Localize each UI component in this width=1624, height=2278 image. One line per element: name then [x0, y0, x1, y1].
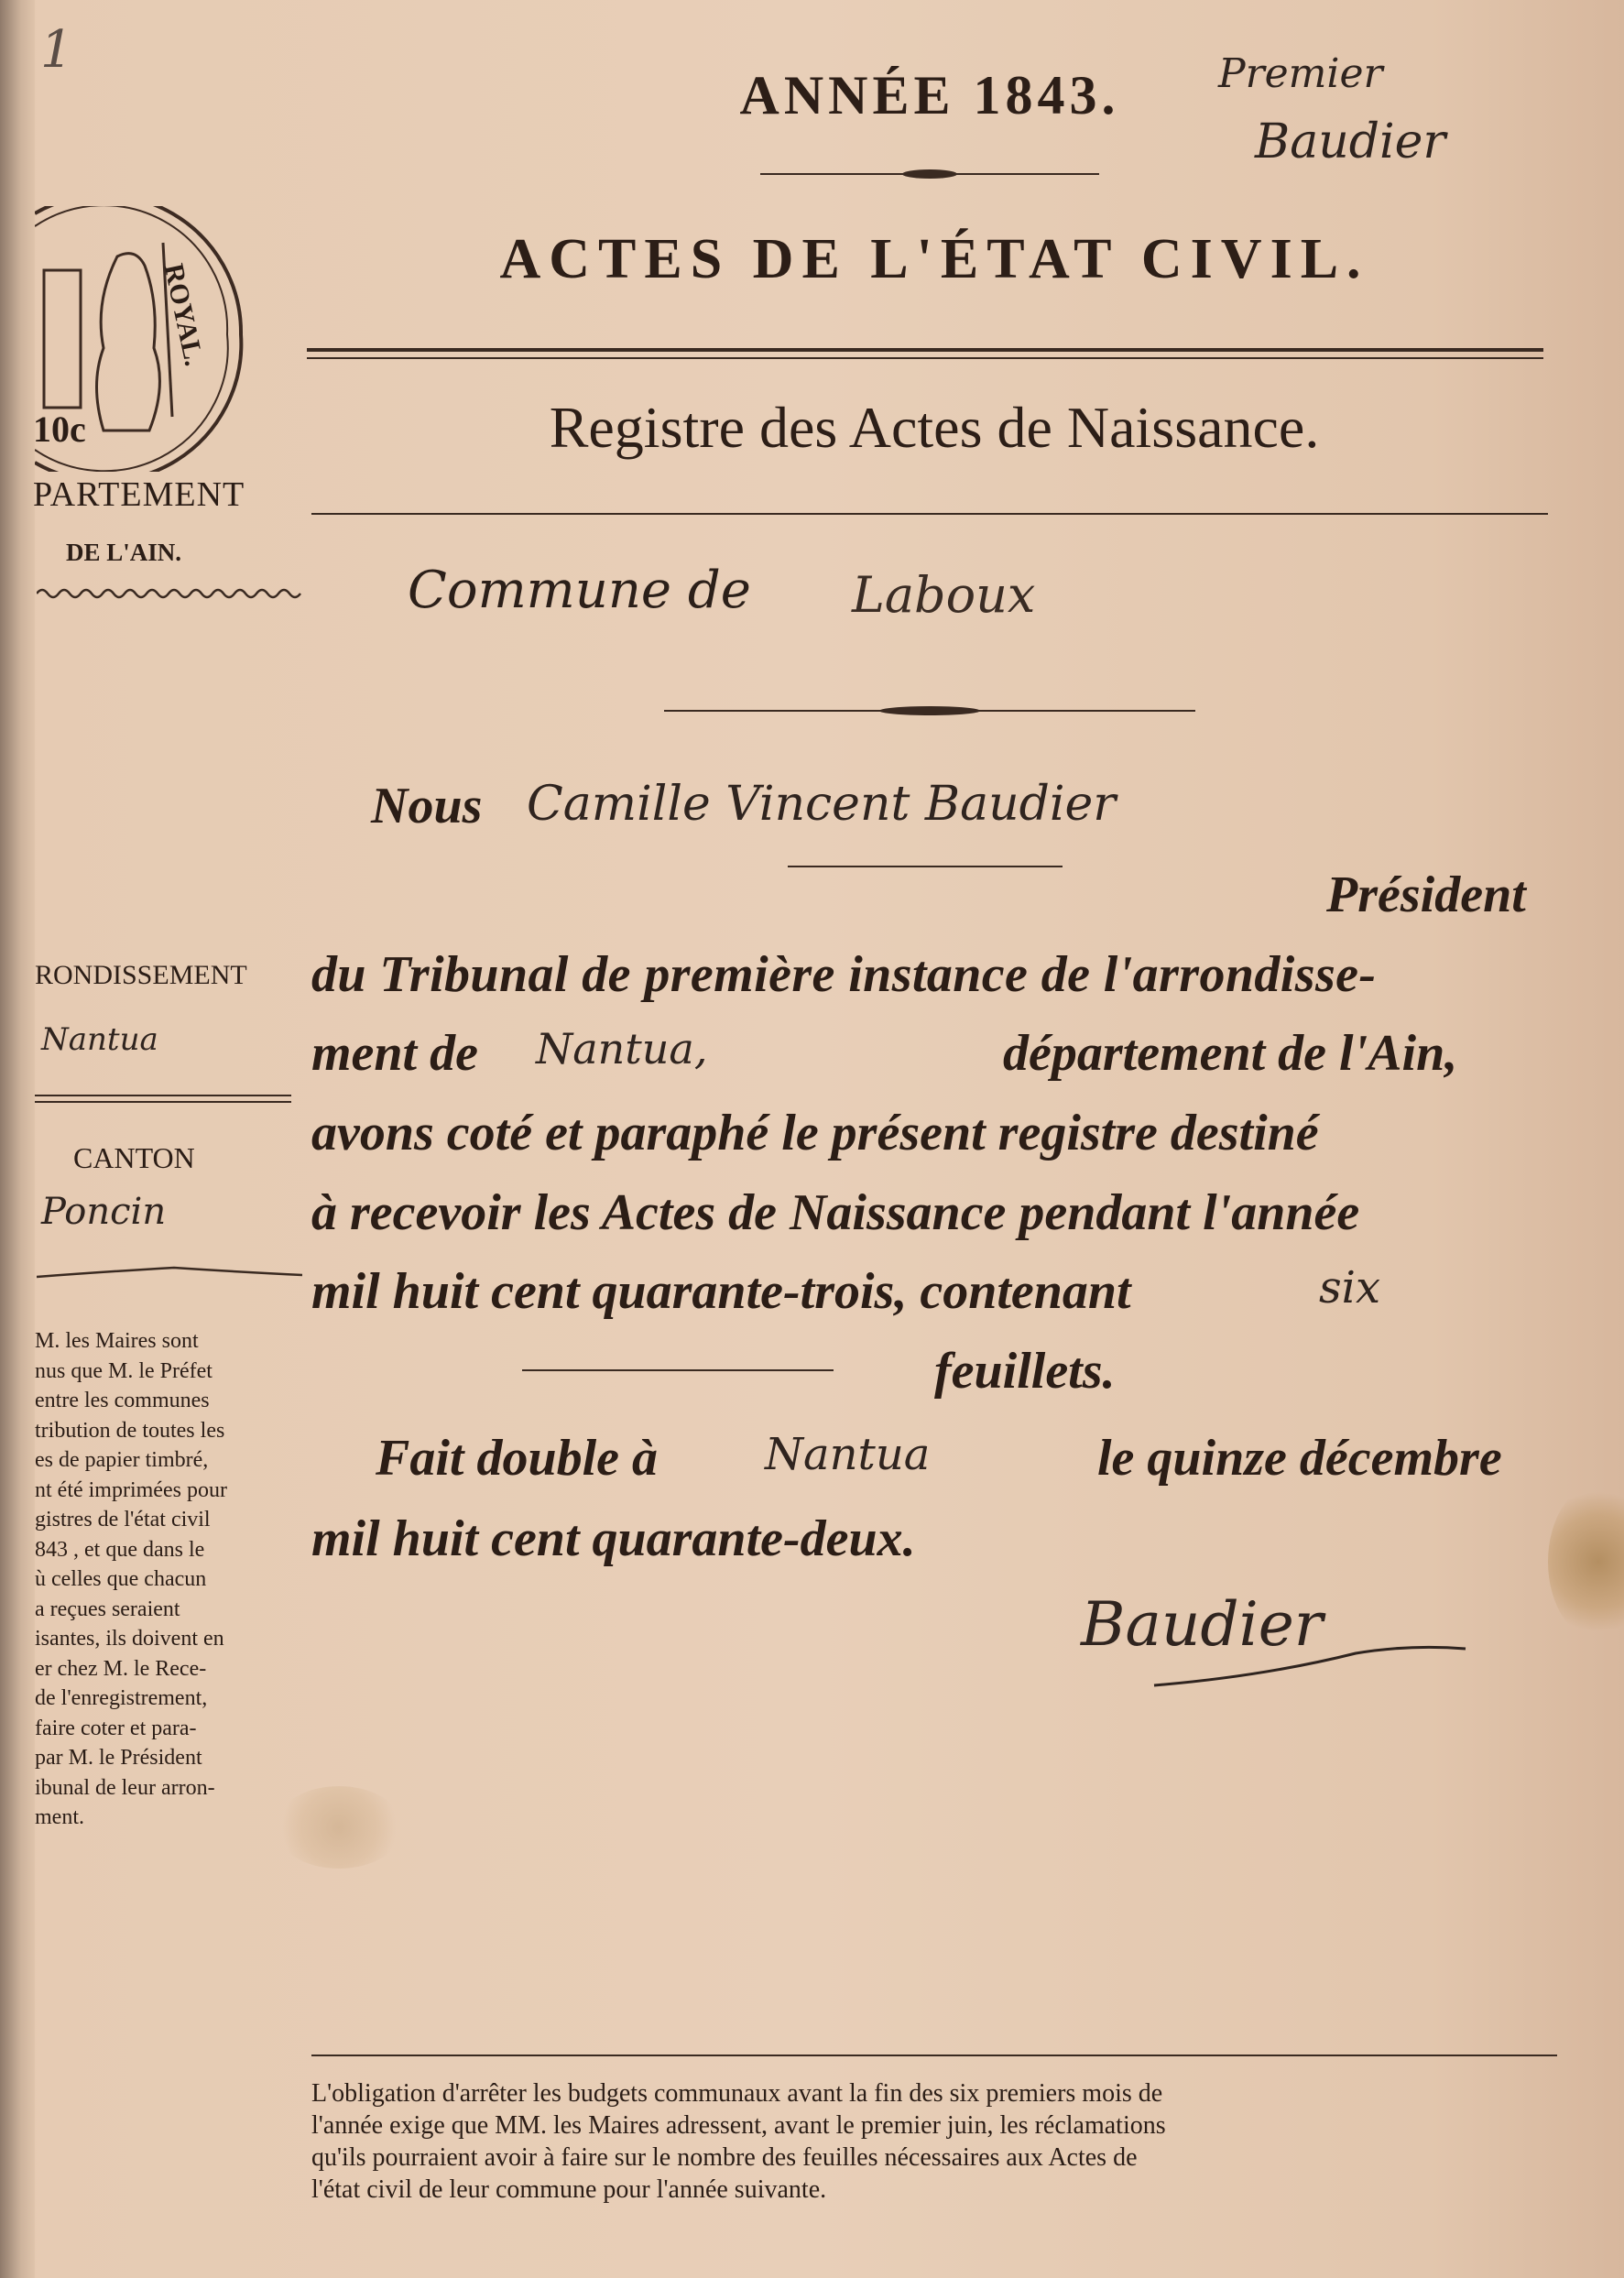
left-note-line: faire coter et para- — [35, 1716, 197, 1740]
double-rule-left — [35, 1095, 291, 1103]
signature-flourish — [1145, 1640, 1475, 1698]
body-line-2-end: département de l'Ain, — [1003, 1025, 1458, 1082]
swash-rule-left — [37, 1264, 302, 1286]
body-line-3: avons coté et paraphé le présent registre destiné — [311, 1105, 1319, 1161]
left-note-line: a reçues seraient — [35, 1597, 180, 1621]
wavy-rule-1 — [37, 586, 302, 604]
corner-note-line-1: Premier — [1218, 50, 1383, 97]
arrondissement-value: Nantua — [41, 1021, 158, 1058]
canton-value: Poncin — [41, 1191, 167, 1233]
left-note-line: nt été imprimées pour — [35, 1477, 227, 1502]
leaf-count: six — [1319, 1262, 1381, 1313]
footnote-line: l'année exige que MM. les Maires adressent, avant le premier juin, les réclamations — [311, 2111, 1166, 2140]
left-note-line: ibunal de leur arron- — [35, 1775, 215, 1800]
seal-value: 10c — [33, 409, 86, 450]
paper-stain — [275, 1786, 403, 1869]
body-line-5: mil huit cent quarante-trois, contenant — [311, 1263, 1131, 1320]
left-note-line: er chez M. le Rece- — [35, 1656, 207, 1681]
left-note-line: de l'enregistrement, — [35, 1686, 208, 1710]
register-title: Registre des Actes de Naissance. — [549, 395, 1320, 460]
footnote-line: qu'ils pourraient avoir à faire sur le nombre des feuilles nécessaires aux Actes de — [311, 2143, 1138, 2172]
margin-mark: 1 — [40, 20, 73, 80]
footnote-line: L'obligation d'arrêter les budgets communaux avant la fin des six premiers mois de — [311, 2079, 1163, 2108]
year-heading: ANNÉE 1843. — [739, 65, 1120, 125]
fait-label: Fait double à — [376, 1430, 659, 1487]
footnote — [311, 2077, 1557, 2206]
arrondissement-handwritten: Nantua, — [536, 1024, 708, 1074]
seal-text: ROYAL. — [158, 261, 210, 369]
fait-place: Nantua — [765, 1429, 931, 1480]
magistrate-name: Camille Vincent Baudier — [527, 777, 1117, 832]
arrondissement-label: RONDISSEMENT — [35, 960, 247, 990]
left-note-line: par M. le Président — [35, 1746, 202, 1770]
ornament-rule-top — [760, 167, 1099, 184]
departement-label: PARTEMENT — [33, 475, 245, 514]
commune-label: Commune de — [408, 561, 751, 620]
signature: Baudier — [1081, 1589, 1324, 1660]
left-note-line: M. les Maires sont — [35, 1329, 199, 1353]
ornament-rule-mid — [664, 703, 1195, 722]
canton-label: CANTON — [73, 1141, 195, 1174]
commune-value: Laboux — [852, 566, 1036, 624]
double-rule — [307, 348, 1543, 359]
rule-under-register — [311, 513, 1548, 515]
left-note-line: gistres de l'état civil — [35, 1508, 211, 1531]
nous-label: Nous — [371, 778, 483, 834]
left-note-line: entre les communes — [35, 1389, 210, 1412]
paper-stain — [1548, 1484, 1624, 1640]
departement-value: DE L'AIN. — [66, 539, 182, 566]
president-label: Président — [1326, 867, 1526, 923]
feuillets-label: feuillets. — [934, 1343, 1116, 1400]
left-note-line: 843 , et que dans le — [35, 1537, 205, 1562]
left-note-line: isantes, ils doivent en — [35, 1627, 224, 1651]
footnote-line: l'état civil de leur commune pour l'année suivante. — [311, 2175, 827, 2204]
name-underline — [788, 866, 1063, 867]
body-line-1: du Tribunal de première instance de l'arrondisse- — [311, 946, 1377, 1003]
left-note-line: tribution de toutes les — [35, 1418, 225, 1443]
left-note-line: ment. — [35, 1805, 84, 1829]
fait-date: le quinze décembre — [1097, 1430, 1502, 1487]
binding-spine — [0, 0, 35, 2278]
footer-rule — [311, 2055, 1557, 2056]
body-line-4: à recevoir les Actes de Naissance pendant l'année — [311, 1184, 1360, 1241]
left-note-line: ù celles que chacun — [35, 1567, 207, 1591]
body-line-last: mil huit cent quarante-deux. — [311, 1510, 916, 1567]
count-underline — [522, 1369, 834, 1371]
left-note-line: nus que M. le Préfet — [35, 1358, 213, 1383]
corner-note-line-2: Baudier — [1255, 114, 1446, 169]
document-title: ACTES DE L'ÉTAT CIVIL. — [499, 228, 1369, 290]
body-line-2-start: ment de — [311, 1025, 478, 1082]
left-note — [35, 1326, 310, 1833]
left-note-line: es de papier timbré, — [35, 1448, 209, 1472]
